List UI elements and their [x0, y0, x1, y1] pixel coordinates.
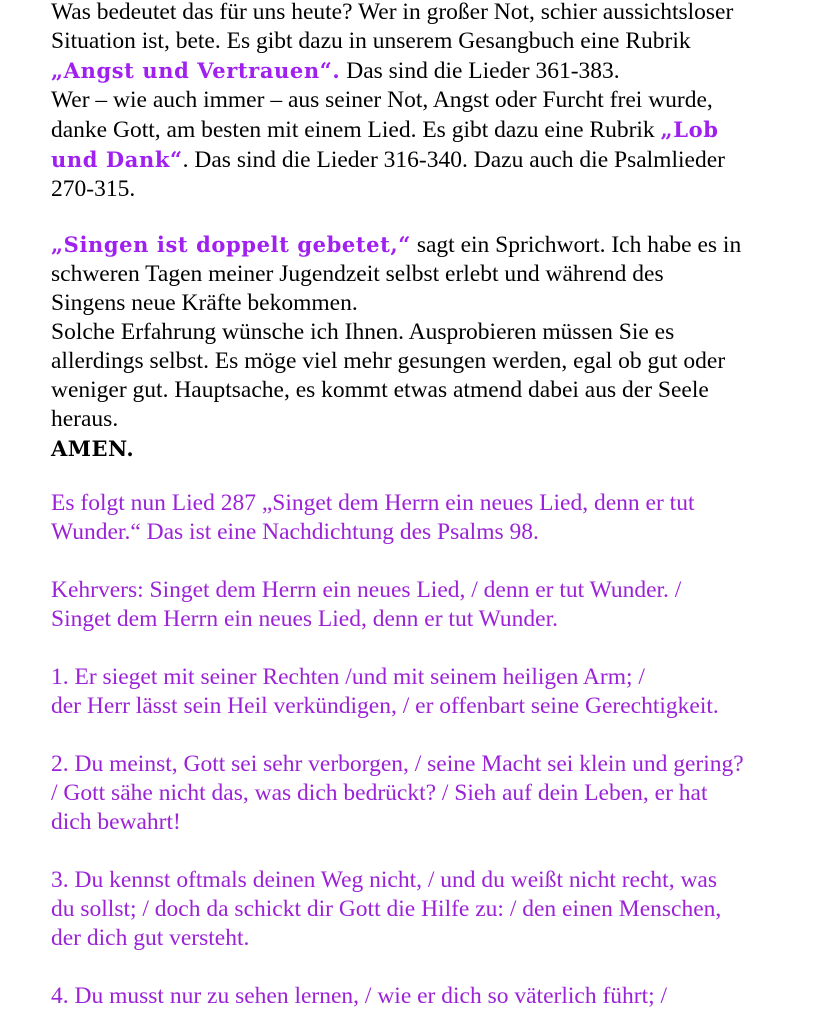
text-line: Singens neue Kräfte bekommen.: [51, 290, 358, 316]
text-line: heraus.: [51, 406, 119, 432]
text-line: schweren Tagen meiner Jugendzeit selbst erlebt und während des: [51, 261, 664, 287]
text-line: Wer – wie auch immer – aus seiner Not, Angst oder Furcht frei wurde,: [51, 87, 713, 113]
text-line: [51, 56, 821, 86]
song-intro: [51, 489, 821, 547]
text-line: 4. Du musst nur zu sehen lernen, / wie er dich so väterlich führt; /: [51, 983, 668, 1009]
song-verse-1: [51, 663, 821, 721]
category-lob-und-dank-end: und Dank“: [51, 147, 183, 172]
text-line: Singet dem Herrn ein neues Lied, denn er tut Wunder.: [51, 606, 558, 632]
paragraph-singing: [51, 230, 821, 463]
text-line: / Gott sähe nicht das, was dich bedrückt? / Sieh auf dein Leben, er hat: [51, 780, 708, 806]
text-line: Es folgt nun Lied 287 „Singet dem Herrn ein neues Lied, denn er tut: [51, 490, 695, 516]
category-angst-und-vertrauen: „Angst und Vertrauen“.: [51, 58, 341, 83]
text-line: [51, 145, 821, 175]
song-verse-3: [51, 866, 821, 953]
text-line: allerdings selbst. Es möge viel mehr gesungen werden, egal ob gut oder: [51, 348, 726, 374]
paragraph-prayer-categories: [51, 0, 821, 204]
text-line: 2. Du meinst, Gott sei sehr verborgen, / seine Macht sei klein und gering?: [51, 751, 744, 777]
song-verse-2: [51, 750, 821, 837]
text-line: Wunder.“ Das ist eine Nachdichtung des Psalms 98.: [51, 519, 539, 545]
text-line: [51, 230, 821, 260]
text-line: der dich gut versteht.: [51, 925, 250, 951]
proverb-highlight: „Singen ist doppelt gebetet,“: [51, 232, 411, 257]
category-lob-und-dank-start: „Lob: [660, 117, 719, 142]
text-line: Solche Erfahrung wünsche ich Ihnen. Ausprobieren müssen Sie es: [51, 319, 675, 345]
text-line: weniger gut. Hauptsache, es kommt etwas atmend dabei aus der Seele: [51, 377, 709, 403]
text-line: Situation ist, bete. Es gibt dazu in unserem Gesangbuch eine Rubrik: [51, 28, 691, 54]
text-fragment: Das sind die Lieder 361-383.: [340, 58, 620, 84]
song-refrain: [51, 576, 821, 634]
text-fragment: danke Gott, am besten mit einem Lied. Es gibt dazu eine Rubrik: [51, 117, 661, 143]
text-line: dich bewahrt!: [51, 809, 181, 835]
text-line: du sollst; / doch da schickt dir Gott die Hilfe zu: / den einen Menschen,: [51, 896, 722, 922]
text-line: 1. Er sieget mit seiner Rechten /und mit seinem heiligen Arm; /: [51, 664, 645, 690]
text-line: 3. Du kennst oftmals deinen Weg nicht, / und du weißt nicht recht, was: [51, 867, 717, 893]
text-line: Kehrvers: Singet dem Herrn ein neues Lied, / denn er tut Wunder. /: [51, 577, 682, 603]
text-line: 270-315.: [51, 176, 136, 202]
text-line: der Herr lässt sein Heil verkündigen, / er offenbart seine Gerechtigkeit.: [51, 693, 719, 719]
text-line: Was bedeutet das für uns heute? Wer in großer Not, schier aussichtsloser: [51, 0, 734, 25]
text-line: [51, 115, 821, 145]
text-fragment: . Das sind die Lieder 316-340. Dazu auch die Psalmlieder: [182, 147, 725, 173]
text-fragment: sagt ein Sprichwort. Ich habe es in: [410, 232, 742, 258]
song-verse-4: [51, 982, 821, 1011]
amen-heading: AMEN.: [51, 436, 135, 461]
